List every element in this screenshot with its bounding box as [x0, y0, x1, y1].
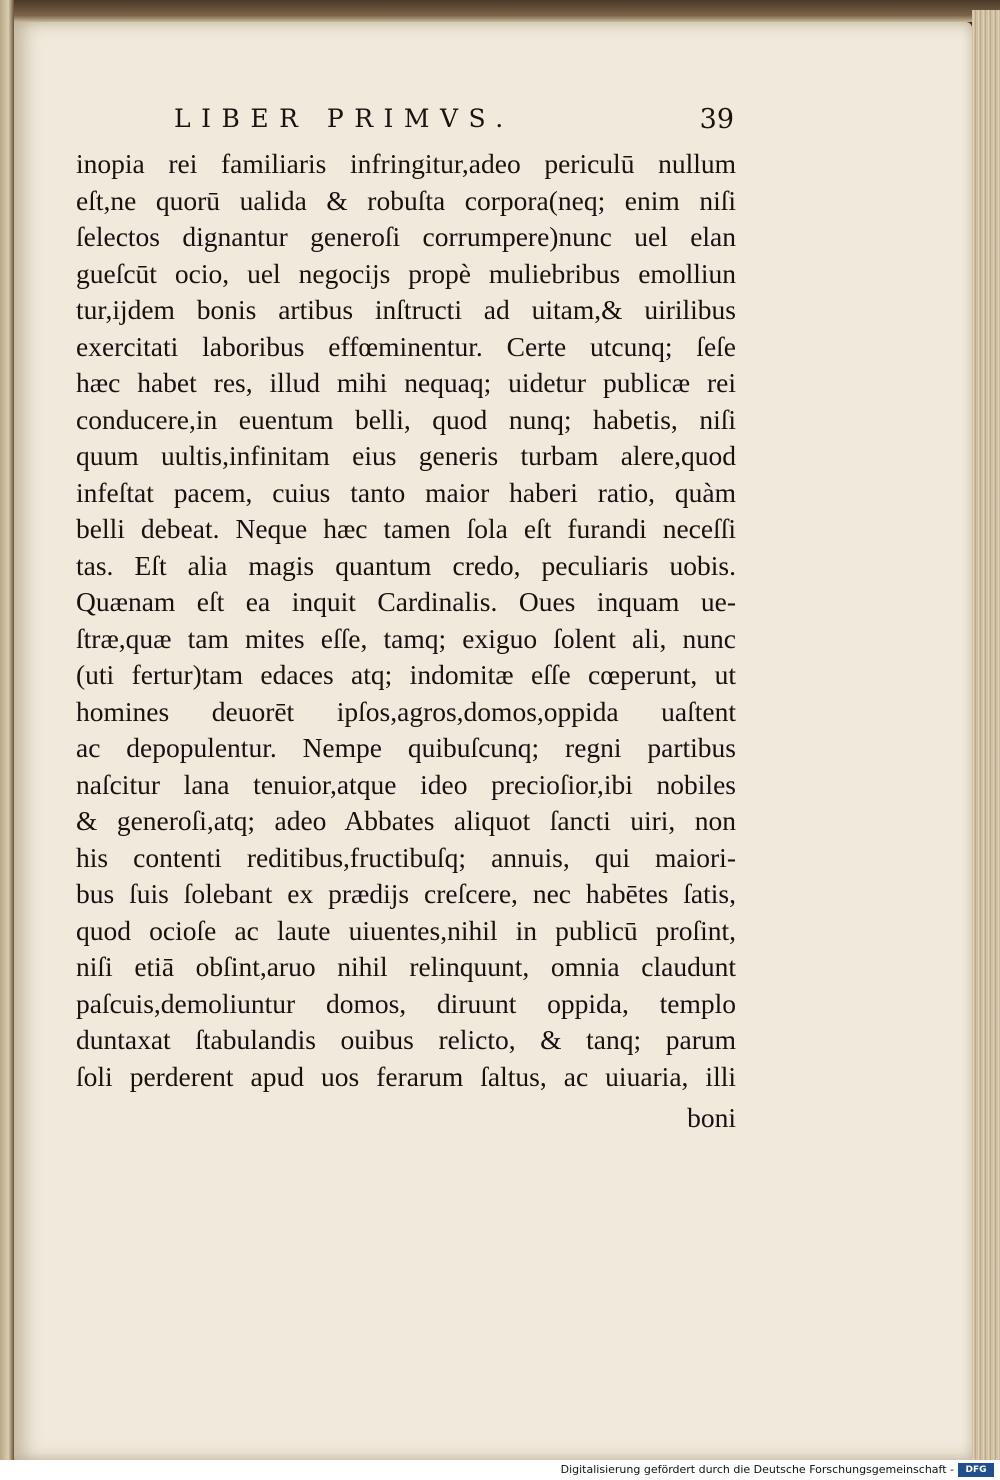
- text-line: quod ocioſe ac laute uiuentes,nihil in publicū proſint,: [76, 914, 736, 946]
- text-line: (uti fertur)tam edaces atq; indomitæ eſſe cœperunt, ut: [76, 659, 736, 690]
- text-line: eſt,ne quorū ualida & robuſta corpora(neq; enim niſi: [76, 184, 736, 216]
- text-line: infeſtat pacem, cuius tanto maior haberi ratio, quàm: [76, 476, 736, 508]
- page-stack-edges: [972, 10, 1000, 1460]
- adjacent-page-edge: [0, 0, 14, 1460]
- text-line: niſi etiā obſint,aruo nihil relinquunt, omnia claudunt: [76, 951, 736, 982]
- text-line: ſelectos dignantur generoſi corrumpere)nunc uel elan: [76, 221, 736, 252]
- digitization-footer: [0, 1460, 1000, 1480]
- text-line: gueſcūt ocio, uel negocijs propè muliebribus emolliun: [76, 257, 736, 289]
- text-line: bus ſuis ſolebant ex prædijs creſcere, nec habētes ſatis,: [76, 878, 736, 909]
- catchword: boni: [687, 1102, 736, 1133]
- text-line: ac depopulentur. Nempe quibuſcunq; regni partibus: [76, 732, 736, 763]
- text-line: naſcitur lana tenuior,atque ideo precioſior,ibi nobiles: [76, 768, 736, 800]
- page-header: [174, 104, 734, 138]
- running-head: LIBER PRIMVS.: [174, 104, 514, 133]
- text-line: & generoſi,atq; adeo Abbates aliquot ſancti uiri, non: [76, 805, 736, 836]
- text-line: hæc habet res, illud mihi nequaq; uidetur publicæ rei: [76, 367, 736, 398]
- text-line: conducere,in euentum belli, quod nunq; habetis, niſi: [76, 403, 736, 435]
- text-line: Quænam eſt ea inquit Cardinalis. Oues inquam ue-: [76, 586, 736, 617]
- text-line: paſcuis,demoliuntur domos, diruunt oppida, templo: [76, 987, 736, 1019]
- funding-credit: Digitalisierung gefördert durch die Deutsche Forschungsgemeinschaft -: [560, 1463, 954, 1476]
- text-line: ſtræ,quæ tam mites eſſe, tamq; exiguo ſolent ali, nunc: [76, 622, 736, 654]
- book-top-edge: [14, 0, 1000, 22]
- text-line: belli debeat. Neque hæc tamen ſola eſt furandi neceſſi: [76, 513, 736, 544]
- text-line: quum uultis,infinitam eius generis turbam alere,quod: [76, 440, 736, 471]
- text-line: homines deuorēt ipſos,agros,domos,oppida uaſtent: [76, 695, 736, 727]
- text-line: ſoli perderent apud uos ferarum ſaltus, ac uiuaria, illi: [76, 1060, 736, 1092]
- text-line: inopia rei familiaris infringitur,adeo periculū nullum: [76, 148, 736, 179]
- text-line: duntaxat ſtabulandis ouibus relicto, & tanq; parum: [76, 1024, 736, 1055]
- folio-number: 39: [699, 104, 734, 135]
- text-line: his contenti reditibus,fructibuſq; annuis, qui maiori-: [76, 841, 736, 873]
- dfg-logo-icon: DFG: [958, 1463, 994, 1477]
- book-page: [14, 22, 972, 1460]
- text-line: tur,ijdem bonis artibus inſtructi ad uitam,& uirilibus: [76, 294, 736, 325]
- text-line: tas. Eſt alia magis quantum credo, peculiaris uobis.: [76, 549, 736, 581]
- text-line: exercitati laboribus effœminentur. Certe utcunq; ſeſe: [76, 330, 736, 362]
- text-block: [76, 146, 736, 1133]
